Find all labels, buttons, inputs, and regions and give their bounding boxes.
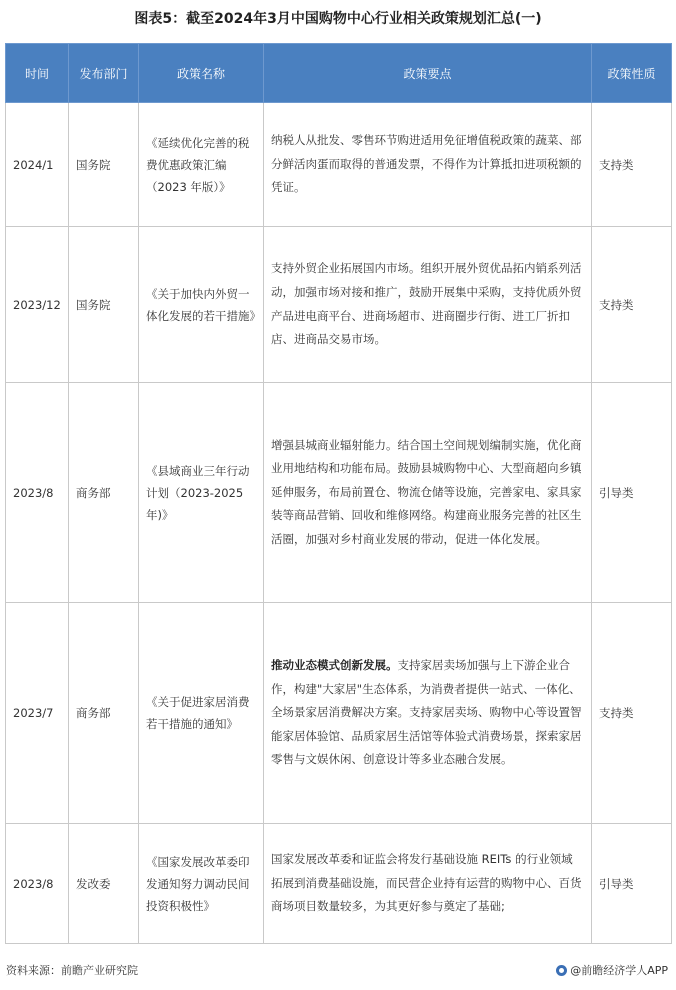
- policy-table: [5, 43, 672, 944]
- source-note: 资料来源：前瞻产业研究院: [6, 964, 138, 977]
- cell-nature: 支持类: [592, 103, 672, 227]
- policy-points-text: 国家发展改革委和证监会将发行基础设施 REITs 的行业领域拓展到消费基础设施，而民营企业持有运营的购物中心、百货商场项目数量较多，为其更好参与奠定了基础;: [271, 852, 582, 914]
- cell-nature: 支持类: [592, 227, 672, 383]
- cell-policy-points: [264, 383, 592, 603]
- brand-credit-text: @前瞻经济学人APP: [570, 964, 668, 977]
- cell-policy-name: 《关于加快内外贸一体化发展的若干措施》: [139, 227, 264, 383]
- cell-policy-name: 《国家发展改革委印发通知努力调动民间投资积极性》: [139, 824, 264, 944]
- table-row: [6, 103, 672, 227]
- column-header-points: 政策要点: [264, 44, 592, 103]
- cell-nature: 支持类: [592, 603, 672, 824]
- cell-time: 2023/7: [6, 603, 69, 824]
- cell-dept: 国务院: [69, 103, 139, 227]
- policy-points-text: 纳税人从批发、零售环节购进适用免征增值税政策的蔬菜、部分鲜活肉蛋而取得的普通发票，不得作为计算抵扣进项税额的凭证。: [271, 133, 582, 195]
- cell-dept: 国务院: [69, 227, 139, 383]
- policy-lead: 推动业态模式创新发展。: [271, 658, 398, 673]
- cell-time: 2023/8: [6, 824, 69, 944]
- page-title: 图表5：截至2024年3月中国购物中心行业相关政策规划汇总(一): [134, 11, 542, 27]
- cell-policy-name: 《关于促进家居消费若干措施的通知》: [139, 603, 264, 824]
- column-header-time: 时间: [6, 44, 69, 103]
- table-row: [6, 824, 672, 944]
- brand-credit: [556, 962, 668, 978]
- table-row: [6, 383, 672, 603]
- cell-dept: 发改委: [69, 824, 139, 944]
- table-row: [6, 603, 672, 824]
- policy-points-text: 支持外贸企业拓展国内市场。组织开展外贸优品拓内销系列活动，加强市场对接和推广，鼓励开展集中采购，支持优质外贸产品进电商平台、进商场超市、进商圈步行街、进工厂折扣店、进商品交易市场。: [271, 261, 582, 347]
- cell-policy-points: [264, 824, 592, 944]
- table-header-row: [6, 44, 672, 103]
- cell-policy-points: [264, 227, 592, 383]
- cell-policy-points: [264, 603, 592, 824]
- cell-policy-points: [264, 103, 592, 227]
- cell-policy-name: 《县域商业三年行动计划（2023-2025 年)》: [139, 383, 264, 603]
- qianzhan-logo-icon: [556, 965, 567, 976]
- column-header-name: 政策名称: [139, 44, 264, 103]
- cell-time: 2023/8: [6, 383, 69, 603]
- cell-time: 2023/12: [6, 227, 69, 383]
- cell-dept: 商务部: [69, 603, 139, 824]
- policy-points-text: 支持家居卖场加强与上下游企业合作，构建"大家居"生态体系，为消费者提供一站式、一体化、全场景家居消费解决方案。支持家居卖场、购物中心等设置智能家居体验馆、品质家居生活馆等体验式消费场景，探索家居零售与文娱休闲、创意设计等多业态融合发展。: [271, 658, 582, 767]
- cell-nature: 引导类: [592, 824, 672, 944]
- column-header-dept: 发布部门: [69, 44, 139, 103]
- table-row: [6, 227, 672, 383]
- cell-nature: 引导类: [592, 383, 672, 603]
- cell-dept: 商务部: [69, 383, 139, 603]
- policy-points-text: 增强县城商业辐射能力。结合国土空间规划编制实施，优化商业用地结构和功能布局。鼓励县城购物中心、大型商超向乡镇延伸服务，布局前置仓、物流仓储等设施，完善家电、家具家装等商品营销、回收和维修网络。构建商业服务完善的社区生活圈，加强对乡村商业发展的带动，促进一体化发展。: [271, 437, 582, 546]
- cell-time: 2024/1: [6, 103, 69, 227]
- cell-policy-name: 《延续优化完善的税费优惠政策汇编（2023 年版）》: [139, 103, 264, 227]
- column-header-nature: 政策性质: [592, 44, 672, 103]
